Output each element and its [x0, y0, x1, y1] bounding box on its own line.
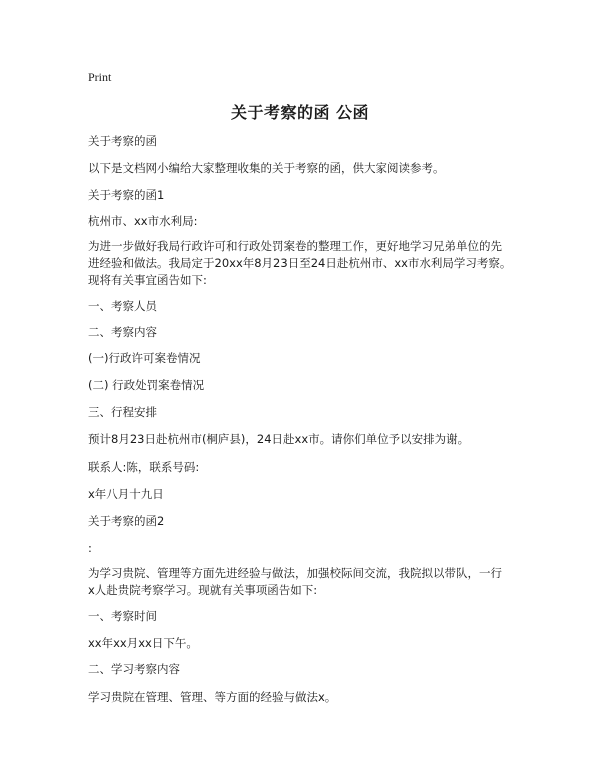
- contact-line: 联系人:陈，联系号码:: [88, 460, 200, 474]
- section-personnel: 一、考察人员: [88, 299, 157, 313]
- section-content: 二、考察内容: [88, 325, 157, 339]
- document-title: 关于考察的函 公函: [230, 103, 370, 122]
- addressee-2: :: [88, 541, 92, 555]
- section-visit-time: 一、考察时间: [88, 609, 157, 623]
- section-study-content: 二、学习考察内容: [88, 662, 180, 676]
- print-link[interactable]: Print: [88, 70, 112, 84]
- paragraph-intro: 以下是文档网小编给大家整理收集的关于考察的函，供大家阅读参考。: [88, 161, 445, 175]
- paragraph-purpose-2: 为学习贵院、管理等方面先进经验与做法，加强校际间交流，我院拟以带队，一行 x人赴贵院考察学习。现就有关事项函告如下:: [88, 566, 502, 597]
- heading-letter-1: 关于考察的函1: [88, 188, 165, 202]
- section-schedule: 三、行程安排: [88, 405, 157, 419]
- paragraph-schedule: 预计8月23日赴杭州市(桐庐县)，24日赴xx市。请你们单位予以安排为谢。: [88, 432, 470, 446]
- addressee-1: 杭州市、xx市水利局:: [88, 214, 198, 228]
- heading-letter-2: 关于考察的函2: [88, 514, 165, 528]
- paragraph-purpose-1: 为进一步做好我局行政许可和行政处罚案卷的整理工作，更好地学习兄弟单位的先 进经验和做法。我局定于20xx年8月23日至24日赴杭州市、xx市水利局学习考察。 现将有关事宜函告如下:: [88, 239, 512, 287]
- paragraph-subject: 关于考察的函: [88, 134, 157, 148]
- item-license-cases: (一)行政许可案卷情况: [88, 351, 201, 365]
- paragraph-study-content: 学习贵院在管理、管理、等方面的经验与做法x。: [88, 690, 337, 704]
- visit-date: xx年xx月xx日下午。: [88, 636, 198, 650]
- date-line: x年八月十九日: [88, 487, 164, 501]
- item-penalty-cases: (二) 行政处罚案卷情况: [88, 378, 205, 392]
